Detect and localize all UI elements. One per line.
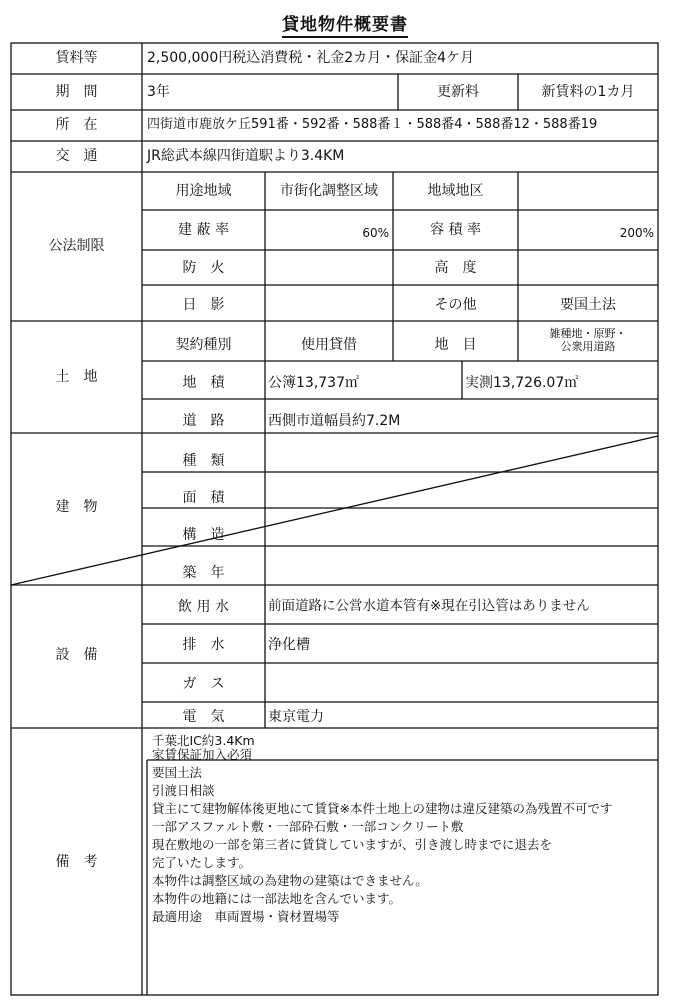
period-value: 3年: [147, 84, 170, 100]
district-label: 地域地区: [427, 183, 484, 199]
building-area-label: 面 積: [182, 490, 225, 506]
land-category-value: 雑種地・原野・ 公衆用道路: [549, 327, 627, 353]
document-title: 貸地物件概要書: [0, 10, 690, 35]
water-supply-value: 前面道路に公営水道本管有※現在引込管はありません: [268, 598, 590, 614]
period-label: 期 間: [55, 84, 98, 100]
access-value: JR総武本線四街道駅より3.4KM: [147, 148, 345, 164]
remarks-line: 最適用途 車両置場・資材置場等: [152, 909, 340, 924]
building-structure-label: 構 造: [182, 527, 225, 543]
electricity-value: 東京電力: [268, 709, 324, 725]
floor-area-ratio-label: 容 積 率: [430, 222, 481, 238]
rent-label: 賃料等: [55, 50, 98, 66]
coverage-ratio-label: 建 蔽 率: [178, 222, 229, 238]
remarks-label: 備 考: [55, 854, 98, 870]
land-area-label: 地 積: [182, 375, 225, 391]
remarks-line: 一部アスファルト敷・一部砕石敷・一部コンクリート敷: [152, 819, 464, 834]
drainage-label: 排 水: [182, 637, 225, 653]
legal-restrictions-label: 公法制限: [48, 238, 105, 254]
remarks-line: 完了いたします。: [152, 855, 252, 870]
land-area-measured: 実測13,726.07㎡: [465, 375, 579, 391]
drainage-value: 浄化槽: [268, 637, 310, 653]
use-zone-label: 用途地域: [175, 183, 232, 199]
shade-regulation-label: 日 影: [182, 297, 225, 313]
remarks-line: 貸主にて建物解体後更地にて賃貸※本件土地上の建物は違反建築の為残置不可です: [152, 801, 613, 816]
other-restriction-label: その他: [434, 297, 477, 313]
remarks-top-line-2: 家賃保証加入必須: [152, 747, 253, 762]
height-limit-label: 高 度: [434, 260, 477, 276]
remarks-line: 本物件は調整区域の為建物の建築はできません。: [152, 873, 428, 888]
other-restriction-value: 要国土法: [560, 297, 616, 313]
building-label: 建 物: [55, 499, 98, 515]
coverage-ratio-value: 60%: [362, 226, 389, 240]
remarks-line: 要国土法: [152, 765, 203, 780]
facilities-label: 設 備: [55, 647, 98, 663]
floor-area-ratio-value: 200%: [619, 226, 654, 240]
remarks-line: 現在敷地の一部を第三者に賃貸していますが、引き渡し時までに退去を: [152, 837, 553, 852]
gas-label: ガ ス: [182, 676, 225, 692]
location-label: 所 在: [55, 117, 98, 133]
location-value: 四街道市鹿放ケ丘591番・592番・588番１・588番4・588番12・588番19: [147, 117, 598, 132]
building-year-label: 築 年: [182, 565, 225, 581]
contract-type-label: 契約種別: [175, 337, 232, 353]
road-label: 道 路: [182, 413, 225, 429]
renewal-fee-label: 更新料: [437, 84, 479, 100]
renewal-fee-value: 新賃料の1カ月: [541, 84, 635, 100]
building-type-label: 種 類: [182, 453, 225, 469]
land-area-registry: 公簿13,737㎡: [268, 375, 359, 391]
electricity-label: 電 気: [182, 709, 225, 725]
remarks-line: 引渡日相談: [152, 783, 215, 798]
water-supply-label: 飲 用 水: [178, 599, 229, 615]
road-value: 西側市道幅員約7.2M: [268, 413, 401, 429]
use-zone-value: 市街化調整区域: [280, 183, 378, 199]
land-label: 土 地: [55, 369, 98, 385]
contract-type-value: 使用貸借: [301, 337, 357, 353]
rent-value: 2,500,000円税込消費税・礼金2カ月・保証金4ケ月: [147, 50, 475, 66]
remarks-top-line-1: 千葉北IC約3.4Km: [152, 733, 255, 748]
land-category-label: 地 目: [434, 337, 477, 353]
remarks-line: 本物件の地籍には一部法地を含んでいます。: [152, 891, 402, 906]
access-label: 交 通: [55, 148, 98, 164]
fire-zone-label: 防 火: [182, 260, 225, 276]
